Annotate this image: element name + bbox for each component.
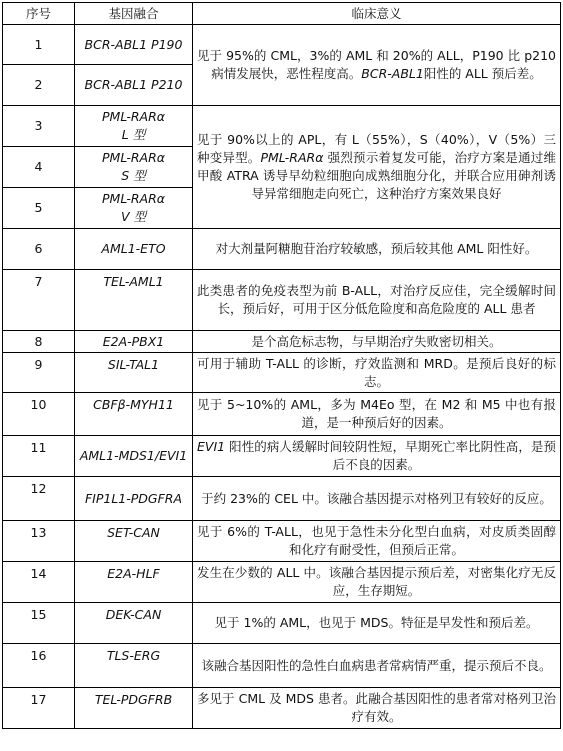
table-row xyxy=(3,393,561,436)
row-seq: 8 xyxy=(3,331,75,353)
table-row xyxy=(3,353,561,393)
row-seq: 4 xyxy=(3,147,75,188)
significance-text: 阳性的 ALL 预后差。 xyxy=(423,66,542,81)
table-row xyxy=(3,477,561,521)
row-seq: 3 xyxy=(3,106,75,147)
row-seq: 13 xyxy=(3,521,75,562)
row-significance xyxy=(193,106,561,229)
significance-gene: EVI1 xyxy=(197,439,226,454)
row-seq: 16 xyxy=(3,644,75,688)
header-seq: 序号 xyxy=(3,3,75,25)
row-significance: 于约 23%的 CEL 中。该融合基因提示对格列卫有较好的反应。 xyxy=(193,477,561,521)
row-significance: 该融合基因阳性的急性白血病患者常病情严重，提示预后不良。 xyxy=(193,644,561,688)
table-row xyxy=(3,521,561,562)
significance-gene: BCR-ABL1 xyxy=(361,66,424,81)
row-gene: AML1-MDS1/EVI1 xyxy=(75,436,193,477)
row-gene xyxy=(75,188,193,229)
row-significance: 发生在少数的 ALL 中。该融合基因提示预后差，对密集化疗无反应，生存期短。 xyxy=(193,562,561,603)
row-gene: CBFβ-MYH11 xyxy=(75,393,193,436)
row-gene: TEL-PDGFRB xyxy=(75,688,193,729)
table-row xyxy=(3,25,561,65)
row-seq: 10 xyxy=(3,393,75,436)
row-gene: FIP1L1-PDGFRA xyxy=(75,477,193,521)
row-gene: DEK-CAN xyxy=(75,603,193,644)
row-gene xyxy=(75,106,193,147)
row-significance xyxy=(193,436,561,477)
significance-text: 见于 95%的 CML，3%的 AML 和 20%的 ALL，P190 比 p210 病情发展快，恶性程度高。 xyxy=(197,48,556,81)
row-seq: 6 xyxy=(3,229,75,270)
gene-fusion-table xyxy=(2,2,561,729)
row-significance: 可用于辅助 T-ALL 的诊断，疗效监测和 MRD。是预后良好的标志。 xyxy=(193,353,561,393)
row-significance: 见于 5~10%的 AML，多为 M4Eo 型，在 M2 和 M5 中也有报道，是一种预后好的因素。 xyxy=(193,393,561,436)
row-gene: BCR-ABL1 P210 xyxy=(75,65,193,106)
row-seq: 14 xyxy=(3,562,75,603)
gene-name: PML-RARα xyxy=(102,150,165,165)
gene-name: PML-RARα xyxy=(102,191,165,206)
gene-name: PML-RARα xyxy=(102,109,165,124)
table-row xyxy=(3,270,561,331)
row-gene: E2A-PBX1 xyxy=(75,331,193,353)
table-row xyxy=(3,644,561,688)
significance-text: 见于 90%以上的 APL，有 L（55%），S（40%），V（5%）三种变异型。 xyxy=(197,132,556,165)
row-significance: 对大剂量阿糖胞苷治疗较敏感，预后较其他 AML 阳性好。 xyxy=(193,229,561,270)
table-row xyxy=(3,562,561,603)
header-significance: 临床意义 xyxy=(193,3,561,25)
table-row xyxy=(3,436,561,477)
gene-variant: V 型 xyxy=(120,209,147,224)
row-significance: 此类患者的免疫表型为前 B-ALL，对治疗反应佳，完全缓解时间长，预后好，可用于区分低危险度和高危险度的 ALL 患者 xyxy=(193,270,561,331)
row-gene: TLS-ERG xyxy=(75,644,193,688)
significance-text: 阳性的病人缓解时间较阴性短，早期死亡率比阴性高，是预后不良的因素。 xyxy=(225,439,556,472)
row-seq: 12 xyxy=(3,477,75,521)
table-row xyxy=(3,331,561,353)
row-significance: 见于 1%的 AML，也见于 MDS。特征是早发性和预后差。 xyxy=(193,603,561,644)
significance-text: 强烈预示着复发可能，治疗方案是通过维甲酸 ATRA 诱导早幼粒细胞向成熟细胞分化，并联合应用砷剂诱导异常细胞走向死亡，这种治疗方案效果良好 xyxy=(197,150,556,201)
row-gene: SET-CAN xyxy=(75,521,193,562)
gene-variant: S 型 xyxy=(121,168,146,183)
row-gene: SIL-TAL1 xyxy=(75,353,193,393)
row-significance xyxy=(193,25,561,106)
table-row xyxy=(3,106,561,147)
row-gene: BCR-ABL1 P190 xyxy=(75,25,193,65)
row-seq: 1 xyxy=(3,25,75,65)
row-significance: 是个高危标志物，与早期治疗失败密切相关。 xyxy=(193,331,561,353)
row-seq: 15 xyxy=(3,603,75,644)
header-gene: 基因融合 xyxy=(75,3,193,25)
table-row xyxy=(3,229,561,270)
gene-variant: L 型 xyxy=(121,127,146,142)
row-significance: 见于 6%的 T-ALL，也见于急性未分化型白血病，对皮质类固醇和化疗有耐受性，但预后正常。 xyxy=(193,521,561,562)
row-seq: 9 xyxy=(3,353,75,393)
row-gene: AML1-ETO xyxy=(75,229,193,270)
table-row xyxy=(3,688,561,729)
row-seq: 7 xyxy=(3,270,75,331)
header-row xyxy=(3,3,561,25)
row-seq: 5 xyxy=(3,188,75,229)
row-seq: 11 xyxy=(3,436,75,477)
row-seq: 2 xyxy=(3,65,75,106)
row-gene: E2A-HLF xyxy=(75,562,193,603)
row-gene: TEL-AML1 xyxy=(75,270,193,331)
row-gene xyxy=(75,147,193,188)
significance-gene: PML-RARα xyxy=(260,150,324,165)
row-seq: 17 xyxy=(3,688,75,729)
table-row xyxy=(3,603,561,644)
row-significance: 多见于 CML 及 MDS 患者。此融合基因阳性的患者常对格列卫治疗有效。 xyxy=(193,688,561,729)
